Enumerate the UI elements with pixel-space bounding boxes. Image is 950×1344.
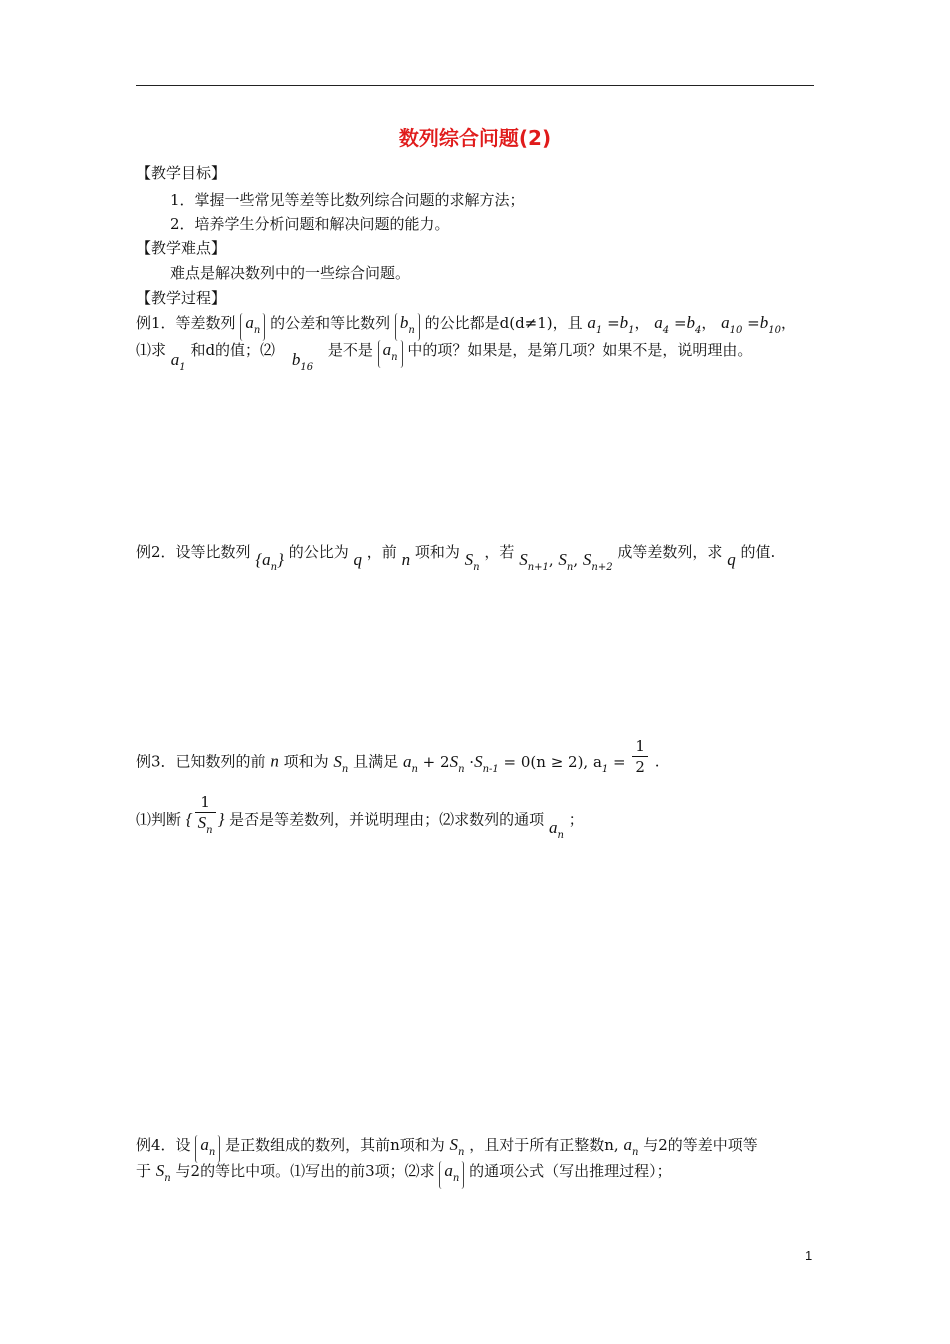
example-3-label: 例3． [136, 752, 176, 771]
ex3-fraction: $\frac{1}{2}$ [632, 736, 648, 777]
example-4-line-1: 例4．设 $a_n$ 是正数组成的数列，其前n项和为 $S_n$ ，且对于所有正整数n, $a_n$ 与2的等差中项等 [136, 1135, 758, 1163]
goal-2: 2．培养学生分析问题和解决问题的能力。 [170, 215, 450, 233]
goals-heading: 【教学目标】 [136, 164, 227, 182]
difficulty-text: 难点是解决数列中的一些综合问题。 [170, 264, 411, 282]
seq-b-n: $b_n$ [395, 313, 420, 341]
cond-formulas: $a_1 =b_1$， $a_4 =b_4$， $a_{10} =b_{10}$， [587, 313, 796, 336]
example-3-line-1: 例3．已知数列的前 n 项和为 $S_n$ 且满足 $a_n + 2S_n \cdot S_{n-1} = 0(n \ge 2)$, $a_1$ = $\frac{1}{2}$ . [136, 737, 660, 776]
page-title: 数列综合问题(2) [398, 126, 552, 150]
example-1-label: 例1． [136, 314, 176, 332]
top-rule [136, 85, 814, 86]
example-1-line-1: 例1．等差数列 $a_n$ 的公差和等比数列 $b_n$ 的公比都是d(d≠1)，且 $a_1 =b_1$， $a_4 =b_4$， $a_{10} =b_{10}$， [136, 313, 796, 341]
example-4-line-2: 于 $S_n$ 与2的等比中项。⑴写出的前3项；⑵求 $a_n$ 的通项公式（写出推理过程）； [136, 1161, 672, 1189]
goal-1: 1．掌握一些常见等差等比数列综合问题的求解方法； [170, 191, 525, 209]
seq-a-n: $a_n$ [240, 313, 265, 341]
page-number: 1 [805, 1248, 813, 1263]
ex3-equation: $a_n + 2S_n \cdot S_{n-1} = 0(n \ge 2)$, $a_1$ = [402, 751, 626, 775]
example-4-label: 例4． [136, 1136, 176, 1154]
process-heading: 【教学过程】 [136, 289, 227, 307]
example-2: 例2．设等比数列 $\{a_n\}$ 的公比为 q ，前 n 项和为 $S_n$ ，若 $S_{n+1}$, $S_n$, $S_{n+2}$ 成等差数列，求 q 的值. [136, 543, 776, 573]
example-1-line-2: ⑴求 $a_1$ 和d的值；⑵ $b_{16}$ 是不是 $a_n$ 中的项？如果是，是第几项？如果不是，说明理由。 [136, 340, 753, 373]
example-2-label: 例2． [136, 543, 176, 561]
difficulty-heading: 【教学难点】 [136, 239, 227, 257]
example-3-line-2: ⑴判断 { $\frac{1}{S_n}$ } 是否是等差数列，并说明理由；⑵求数列的通项 $a_n$ ； [136, 793, 584, 841]
ex3-reciprocal-fraction: $\frac{1}{S_n}$ [195, 792, 216, 841]
